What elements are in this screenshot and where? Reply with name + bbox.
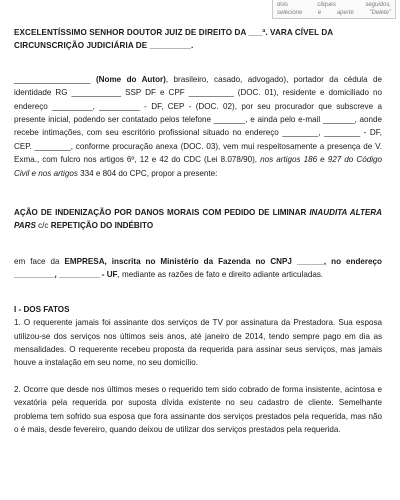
action-title-cc: c/c <box>35 221 49 231</box>
defendant-paragraph <box>14 255 382 282</box>
action-title <box>14 206 382 233</box>
defendant-lead: em face da <box>14 256 60 266</box>
action-title-end: REPETIÇÃO DO INDÉBITO <box>48 221 154 231</box>
intro-end: 334 e 804 do CPC, propor a presente: <box>77 168 218 178</box>
intro-paragraph <box>14 73 382 180</box>
hint-line: dois cliques seguidos, <box>277 2 391 8</box>
intro-italic: nos artigos 186 e 927 do Código Civil e nos artigos <box>14 155 383 178</box>
facts-item-2: 2. Ocorre que desde nos últimos meses o requerido tem sido cobrado de forma insistente, acintosa e vexatória pela requerida por suposta dívida existente no seu cadastro de cliente. Semelhante problema tem sofrido sua esposa que fora assinante dos serviços prestados pela requerida, mas não o é mais, desde fevereiro, quando deixou de utilizar dos serviços prestados pela requerida. <box>14 384 382 434</box>
defendant-end: , mediante as razões de fato e direito adiante articuladas. <box>117 270 324 280</box>
hint-box <box>272 0 396 19</box>
defendant-company: EMPRESA, inscrita no Ministério da Fazenda no CNPJ ______, no endereço _________, _________ - UF <box>14 256 383 280</box>
heading-line-1: EXCELENTÍSSIMO SENHOR DOUTOR JUIZ DE DIREITO DA ___ª. VARA CÍVEL DA <box>14 28 334 37</box>
document-body <box>14 26 382 436</box>
heading-line-2: CIRCUNSCRIÇÃO JUDICIÁRIA DE _________. <box>14 41 194 51</box>
hint-line: selecione e aperte "Delete" <box>277 10 391 16</box>
author-name-label: (Nome do Autor) <box>95 74 166 84</box>
intro-text: , brasileiro, casado, advogado), portador da cédula de identidade RG ___________ SSP DF e CPF __________ (DOC. 01), residente e domiciliado no endereço _________, _________ - DF, CEP - (DOC. 02), por seu procurador que subscreve a presente inicial, podendo ser contatado pelos telefone _______, e ainda pelo e-mail _______, aonde recebe intimações, com seu escritório profissional situado no endereço ________, ________ - DF, CEP. ________, conforme procuração anexa (DOC. 03), vem mui respeitosamente a presença de V. Exma., com fulcro nos artigos 6º, 12 e 42 do CDC (Lei 8.078/90), <box>14 74 382 165</box>
action-title-main: AÇÃO DE INDENIZAÇÃO POR DANOS MORAIS COM PEDIDO DE LIMINAR <box>14 208 307 218</box>
action-title-italic: INAUDITA ALTERA PARS <box>14 208 382 231</box>
name-blank: _________________ <box>14 74 91 84</box>
section-title: I - DOS FATOS <box>14 304 70 314</box>
facts-item-1: 1. O requerente jamais foi assinante dos serviços de TV por assinatura da Prestadora. Sua esposa utilizou-se dos serviços nos últimos seis anos, até janeiro de 2014, tendo sempre pago em dia as mensalidades. O requerente recebeu proposta da requerida para assinar seus serviços, mas jamais houve a instalação em seu nome, no seu domicílio. <box>14 318 382 368</box>
